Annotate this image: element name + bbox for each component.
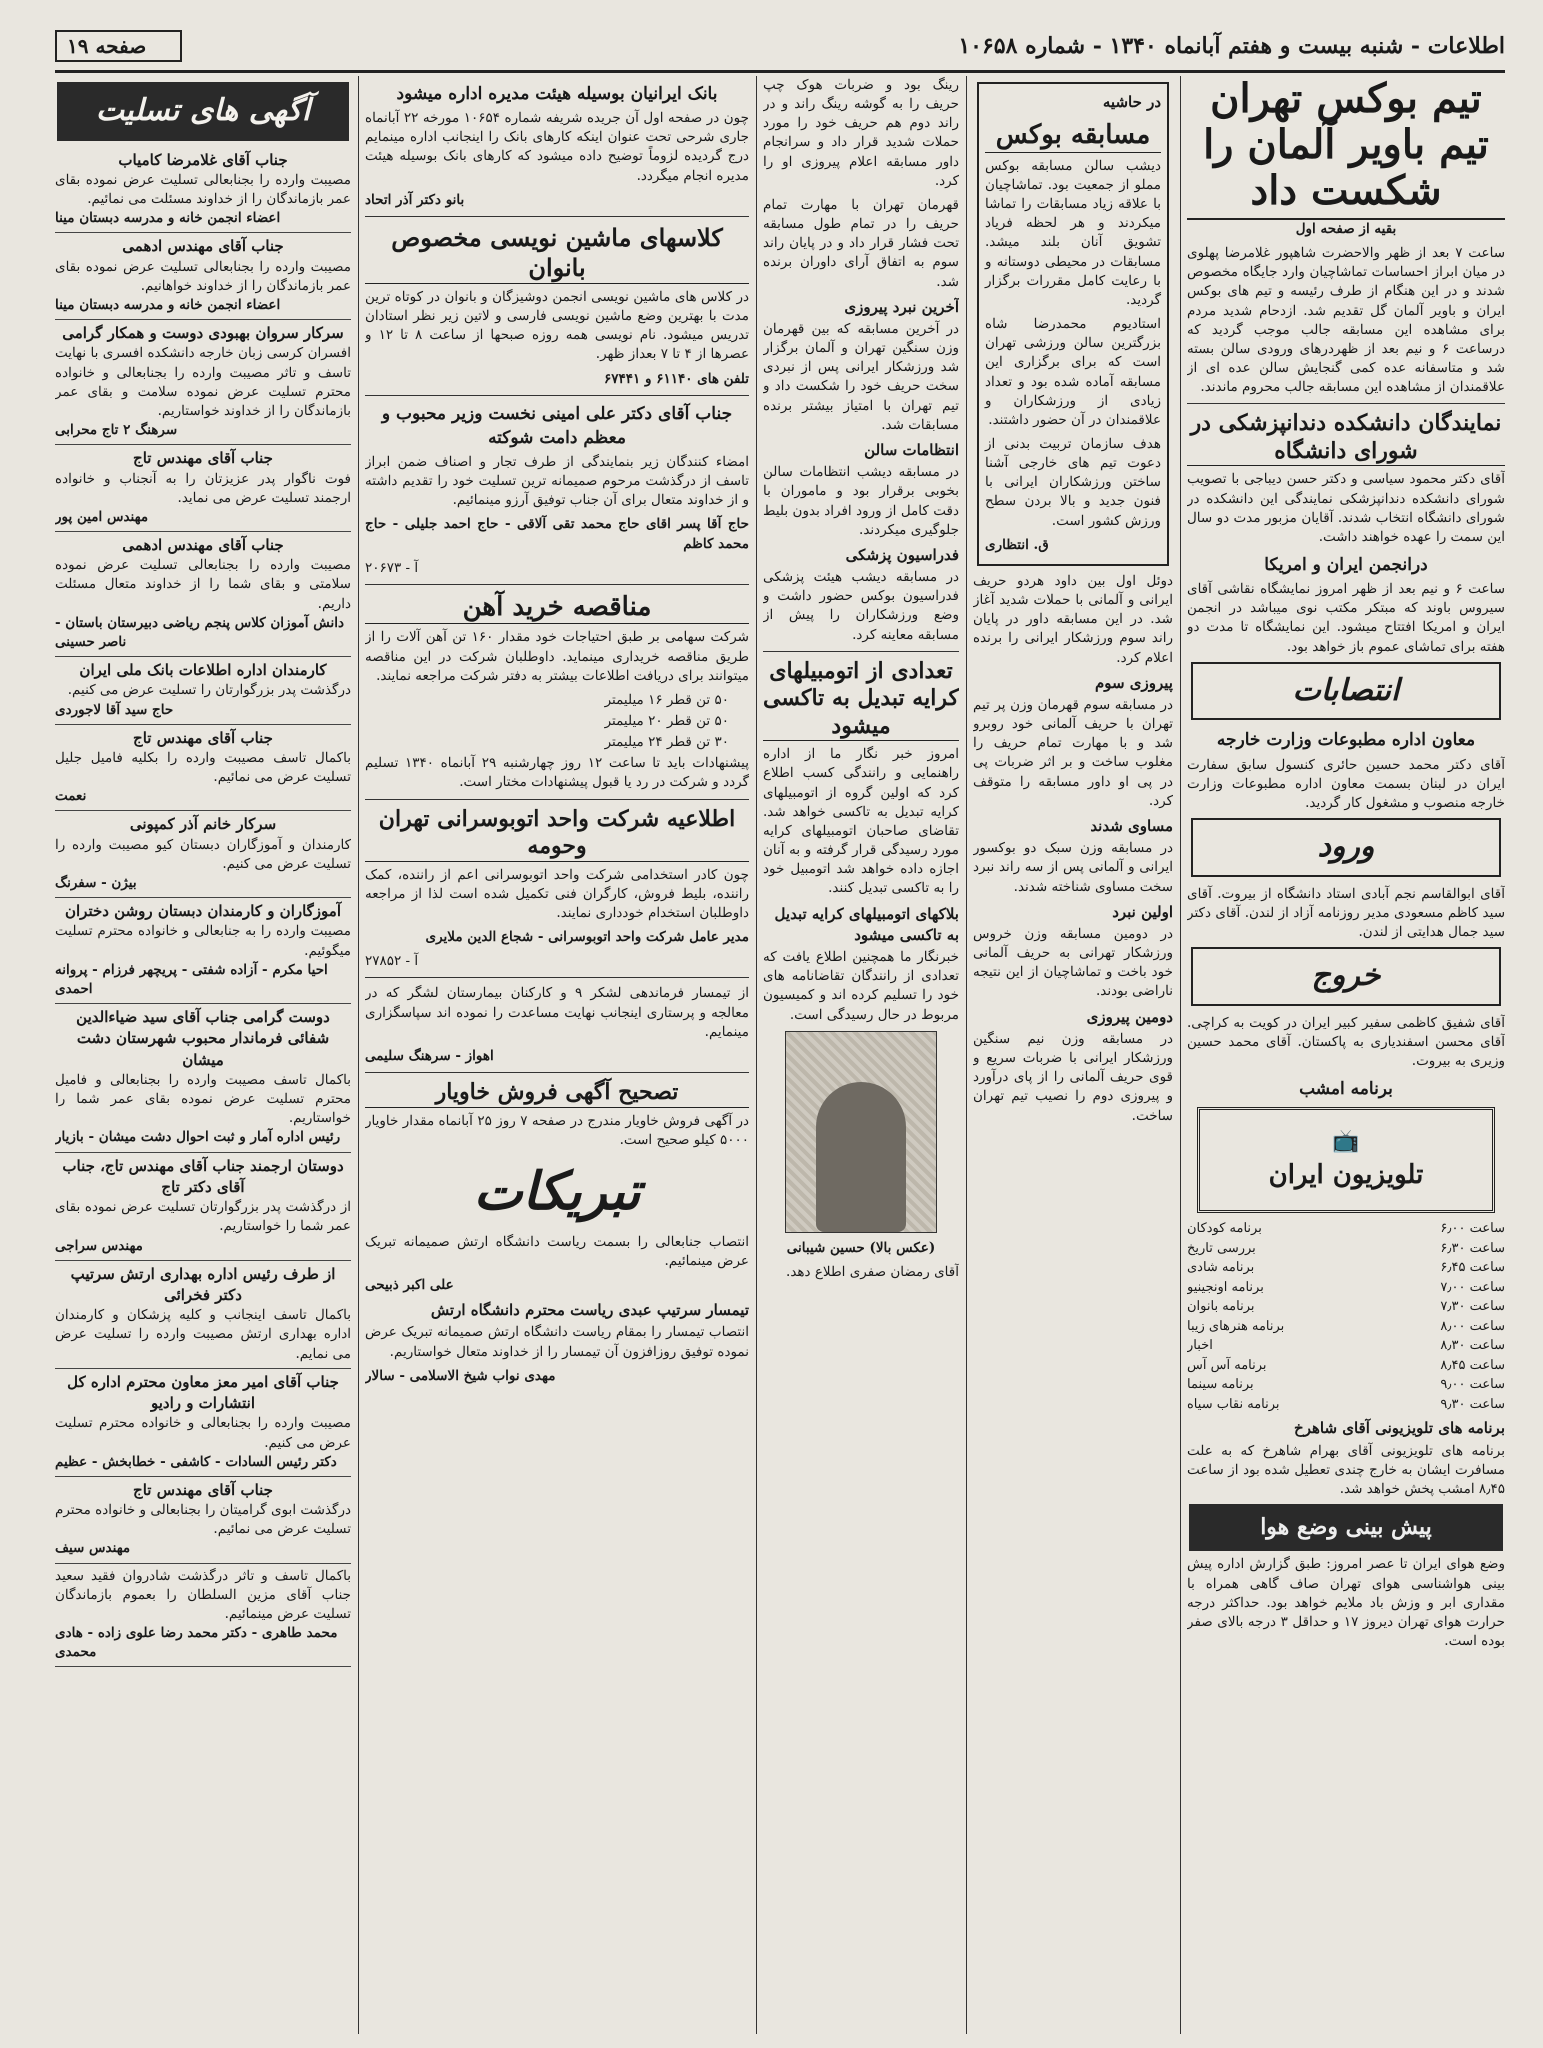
appointment-paragraph: آقای دکتر محمد حسین حائری کنسول سابق سفارت ایران در لبنان بسمت معاون اداره مطبوعات وزارت خارجه منصوب و مشغول کار گردید. <box>1187 756 1505 811</box>
condolence-notice <box>55 1261 351 1369</box>
program-time: ساعت ۷٫۳۰ <box>1440 1299 1505 1315</box>
tv-program-row <box>1187 1317 1505 1337</box>
congratulation-signature-1: علی اکبر ذبیحی <box>365 1276 454 1293</box>
notice-signature: محمد طاهری - دکتر محمد رضا علوی زاده - هادی محمدی <box>55 1625 338 1661</box>
page-number: صفحه ۱۹ <box>55 30 182 62</box>
program-time: ساعت ۶٫۴۵ <box>1440 1260 1505 1276</box>
shahrokh-headline: برنامه های تلویزیونی آقای شاهرخ <box>1294 1419 1505 1438</box>
shahrokh-paragraph: برنامه های تلویزیونی آقای بهرام شاهرخ که به علت مسافرت ایشان به خارج چندی تعطیل شده بود از ساعت ۸٫۴۵ امشب پخش خواهد شد. <box>1187 1442 1505 1497</box>
bank-signature: بانو دکتر آذر اتحاد <box>365 191 465 208</box>
divider <box>1187 403 1505 404</box>
tender-item: ۵۰ تن قطر ۲۰ میلیمتر <box>604 713 729 729</box>
divider <box>763 651 959 652</box>
typing-class-headline: کلاسهای ماشین نویسی مخصوص بانوان <box>365 223 749 284</box>
boxing-paragraph-8: در مسابقه وزن نیم سنگین ورزشکار ایرانی با ضربات سریع و قوی حریف آلمانی را از پای درآورد و پیروزی دوم را نصیب تیم تهران ساخت. <box>973 1030 1173 1124</box>
bus-company-headline: اطلاعیه شرکت واحد اتوبوسرانی تهران وحومه <box>365 806 749 862</box>
first-fight-headline: اولین نبرد <box>1112 902 1173 921</box>
column-boxing-continued <box>763 76 959 2034</box>
condolence-notice <box>55 1564 351 1668</box>
notice-title: کارمندان اداره اطلاعات بانک ملی ایران <box>79 661 327 680</box>
tender-headline: مناقصه خرید آهن <box>365 591 749 625</box>
condolence-notice-list <box>55 147 351 1668</box>
program-show: بررسی تاریخ <box>1187 1240 1256 1256</box>
taxi-headline: تعدادی از اتومبیلهای کرایه تبدیل به تاکسی میشود <box>763 658 959 742</box>
notice-body: درگذشت ابوی گرامیتان را بجنابعالی و خانواده محترم تسلیت عرض می نمائیم. <box>55 1502 351 1538</box>
boxing-paragraph-2: استادیوم محمدرضا شاه بزرگترین سالن ورزشی تهران است که برای برگزاری این مسابقه آماده شده بود و تعداد زیادی از ورزشکاران و علاقمندان در آن حضور داشتند. <box>985 316 1161 428</box>
notice-signature: سرهنگ ۲ تاج محرابی <box>55 422 178 439</box>
congratulation-signature-2: مهدی نواب شیخ الاسلامی - سالار <box>365 1367 556 1384</box>
program-show: برنامه سینما <box>1187 1377 1254 1393</box>
notice-body: فوت ناگوار پدر عزیزتان را به آنجناب و خانواده ارجمند تسلیت عرض می نماید. <box>55 470 351 506</box>
taxi-paragraph-2: خبرنگار ما همچنین اطلاع یافت که تعدادی از رانندگان تقاضانامه های خود را تسلیم کرده اند و کمیسیون مربوط در حال رسیدگی است. <box>763 949 959 1023</box>
condolence-notice <box>55 657 351 725</box>
iran-america-headline: درانجمن ایران و امریکا <box>1264 555 1428 576</box>
program-show: برنامه کودکان <box>1187 1221 1262 1237</box>
second-win-headline: دومین پیروزی <box>1086 1007 1173 1026</box>
masthead <box>55 22 1505 73</box>
minister-condolence-signers: حاج آقا پسر اقای حاج محمد تقی آلاقی - حاج احمد جلیلی - حاج محمد کاظم <box>365 516 749 552</box>
television-icon: 📺 <box>1332 1128 1360 1155</box>
departure-paragraph: آقای شفیق کاظمی سفیر کبیر ایران در کویت به کراچی. آقای محسن اسفندیاری به پاکستان. آقای محمد حسین وزیری به بیروت. <box>1187 1014 1505 1069</box>
fight-paragraph-4: در مسابقه دیشب انتظامات سالن بخوبی برقرار بود و ماموران با دقت کامل از ورود افراد بدون بلیط جلوگیری میکردند. <box>763 464 959 538</box>
notice-title: جناب آقای مهندس تاج <box>133 1480 273 1499</box>
program-time: ساعت ۸٫۳۰ <box>1440 1338 1505 1354</box>
boxing-headline: مسابقه بوکس <box>985 119 1161 153</box>
tv-program-row <box>1187 1356 1505 1376</box>
notice-title: جناب آقای مهندس تاج <box>133 449 273 468</box>
notice-body: کارمندان و آموزگاران دبستان کیو مصیبت وارده را تسلیت عرض می کنیم. <box>55 836 351 872</box>
third-win-headline: پیروزی سوم <box>1094 673 1173 692</box>
notice-signature: اعضاء انجمن خانه و مدرسه دبستان مینا <box>55 210 281 227</box>
weather-paragraph: وضع هوای ایران تا عصر امروز: طبق گزارش اداره پیش بینی هواشناسی هوای تهران صاف گاهی همراه با مقداری ابر و وزش باد ملایم خواهد بود. حداکثر درجه حرارت هوای تهران دیروز ۱۷ و حداقل ۳ درجه بالای صفر بوده است. <box>1187 1556 1505 1649</box>
column-boxing-margin <box>973 76 1173 2034</box>
fight-paragraph-2: قهرمان تهران با مهارت تمام حریف را در تمام طول مسابقه تحت فشار قرار داد و در پایان راند سوم به اتفاق آرای داوران برنده شد. <box>763 196 959 290</box>
notice-title: سرکار سروان بهبودی دوست و همکار گرامی <box>62 324 344 343</box>
ad-reference: آ - ۲۰۶۷۳ <box>365 559 419 576</box>
appointments-banner: انتصابات <box>1191 662 1501 721</box>
notice-body: درگذشت پدر بزرگوارتان را تسلیت عرض می کنیم. <box>67 682 351 699</box>
tv-title: تلویزیون ایران <box>1268 1160 1424 1191</box>
program-time: ساعت ۸٫۰۰ <box>1440 1318 1505 1334</box>
departure-banner: خروج <box>1191 947 1501 1006</box>
notice-body: مصیبت وارده را بجنابعالی تسلیت عرض نموده سلامتی و بقای شما را از خداوند متعال مسئلت داریم. <box>55 557 351 612</box>
notice-body: افسران کرسی زبان خارجه دانشکده افسری با نهایت تاسف و تاثر مصیبت وارده را بجنابعالی و خانواده محترم تسلیت عرض نموده سلامت و بقای عمر بازماندگان را از خداوند خواستاریم. <box>55 345 351 419</box>
bus-company-signature: مدیر عامل شرکت واحد اتوبوسرانی - شجاع الدین ملایری <box>425 929 749 946</box>
column-ads <box>365 76 749 2034</box>
issue-line: اطلاعات - شنبه بیست و هفتم آبانماه ۱۳۴۰ - شماره ۱۰۶۵۸ <box>958 33 1505 59</box>
tv-program-row <box>1187 1239 1505 1259</box>
boxing-paragraph-4: دوئل اول بین داود هردو حریف ایرانی و آلمانی با حملات شدید آغاز شد. در این مسابقه داور در پایان راند سوم ورزشکار ایرانی را برنده اعلام کرد. <box>973 572 1173 666</box>
notice-signature: رئیس اداره آمار و ثبت احوال دشت میشان - بازیار <box>55 1129 341 1146</box>
notice-title: جناب آقای غلامرضا کامیاب <box>118 150 288 169</box>
condolence-notice <box>55 445 351 532</box>
notice-title: سرکار خانم آذر کمپونی <box>129 815 277 834</box>
notice-body: مصیبت وارده را به جنابعالی و خانواده محترم تسلیت میگوئیم. <box>55 923 351 959</box>
column-rule <box>358 76 359 2034</box>
program-time: ساعت ۶٫۰۰ <box>1440 1221 1505 1237</box>
tender-item: ۵۰ تن قطر ۱۶ میلیمتر <box>604 691 729 708</box>
ad-reference: آ - ۲۷۸۵۲ <box>365 953 419 970</box>
photo-caption: (عکس بالا) حسین شیبانی <box>786 1239 936 1256</box>
draw-headline: مساوی شدند <box>1090 816 1173 835</box>
tender-item-list <box>365 691 749 752</box>
condolence-notice <box>55 1004 351 1153</box>
boxing-signature: ق. انتظاری <box>985 536 1049 553</box>
portrait-photo <box>785 1031 937 1233</box>
condolence-notice <box>55 1369 351 1477</box>
boxing-paragraph-5: در مسابقه سوم قهرمان وزن پر تیم تهران با حریف آلمانی خود روبرو شد و با مهارت تمام حریف را مغلوب ساخت و بر اثر ضربات پی در پی او داور مسابقه را متوقف کرد. <box>973 697 1173 809</box>
notice-body: باکمال تاسف مصیبت وارده را بجنابعالی و فامیل محترم تسلیت عرض نموده بقای عمر شما را خواستاریم. <box>55 1072 351 1127</box>
program-time: ساعت ۹٫۰۰ <box>1440 1377 1505 1393</box>
condolence-notice <box>55 1477 351 1564</box>
tv-program-row <box>1187 1375 1505 1395</box>
notice-signature: مهندس سراجی <box>55 1237 143 1254</box>
notice-body: مصیبت وارده را بجنابعالی تسلیت عرض نموده بقای عمر بازماندگان را از خداوند مسئلت می نمائیم. <box>55 171 351 208</box>
in-margin-label: در حاشیه <box>1102 93 1161 111</box>
program-time: ساعت ۹٫۳۰ <box>1440 1396 1505 1412</box>
condolence-notice <box>55 725 351 812</box>
hospital-thanks-paragraph: از تیمسار فرماندهی لشکر ۹ و کارکنان بیمارستان لشگر که در معالجه و پرستاری اینجانب نهایت مساعدت را نموده اند سپاسگزاری مینمایم. <box>365 985 749 1040</box>
condolence-notice <box>55 532 351 657</box>
condolence-notice <box>55 811 351 898</box>
notice-signature: اعضاء انجمن خانه و مدرسه دبستان مینا <box>55 296 281 313</box>
condolence-notice <box>55 898 351 1004</box>
notice-body: مصیبت وارده را بجنابعالی تسلیت عرض نموده بقای عمر بازماندگان را از خداوند خواهانیم. <box>55 258 351 294</box>
notice-title: جناب آقای مهندس ادهمی <box>122 237 284 256</box>
boxing-paragraph-6: در مسابقه وزن سبک دو بوکسور ایرانی و آلمانی پس از سه راند نبرد سخت مساوی شناخته شدند. <box>973 840 1173 895</box>
caviar-correction-paragraph: در آگهی فروش خاویار مندرج در صفحه ۷ روز ۲۵ آبانماه مقدار خاویار ۵۰۰۰ کیلو صحیح است. <box>365 1112 749 1148</box>
notice-body: از درگذشت پدر بزرگوارتان تسلیت عرض نموده بقای عمر شما را خواستاریم. <box>55 1199 351 1235</box>
medical-headline: فدراسیون پزشکی <box>845 545 959 564</box>
in-margin-box <box>977 82 1169 566</box>
minister-condolence-headline: جناب آقای دکتر علی امینی نخست وزیر محبوب و معظم دامت شوکته <box>381 403 733 448</box>
condolence-notice <box>55 147 351 234</box>
notice-signature: مهندس سیف <box>55 1540 131 1557</box>
column-sports-lead <box>1187 76 1505 2034</box>
tv-program-row <box>1187 1297 1505 1317</box>
congratulation-paragraph-1: انتصاب جنابعالی را بسمت ریاست دانشگاه ارتش صمیمانه تبریک عرض مینمائیم. <box>365 1233 749 1269</box>
dental-paragraph: آقای دکتر محمود سیاسی و دکتر حسن دیباجی با تصویب شورای دانشکده دندانپزشکی نمایندگی این دانشکده در شورای دانشگاه انتخاب شدند. آقایان مزبور مدت دو سال این سمت را عهده خواهند داشت. <box>1187 471 1505 545</box>
dental-headline: نمایندگان دانشکده دندانپزشکی در شورای دانشگاه <box>1187 410 1505 466</box>
program-show: برنامه هنرهای زیبا <box>1187 1318 1285 1334</box>
weather-banner: پیش بینی وضع هوا <box>1189 1504 1503 1551</box>
tv-program-list <box>1187 1219 1505 1414</box>
notice-body: باکمال تاسف اینجانب و کلیه پزشکان و کارمندان اداره بهداری ارتش مصیبت وارده را تسلیت عرض می نمایم. <box>55 1307 351 1362</box>
boxing-paragraph-1: دیشب سالن مسابقه بوکس مملو از جمعیت بود. تماشاچیان با علاقه زیاد مسابقات را تماشا میکردند و هر لحظه فریاد تشویق آنان بلند میشد. مسابقات در محیطی دوستانه و با رعایت کامل مقررات برگزار گردید. <box>985 157 1161 308</box>
bank-paragraph: چون در صفحه اول آن جریده شریفه شماره ۱۰۶۵۴ مورخه ۲۲ آبانماه جاری شرحی تحت عنوان اینکه کارهای بانک را اینجانب اداره مینمایم درج گردیده لزوماً توضیح داده میشود که کارهای بانک بوسیله هیئت مدیره انجام میگردد. <box>365 110 749 184</box>
column-rule <box>1180 76 1181 2034</box>
taxi-subheadline: بلاکهای اتومبیلهای کرایه تبدیل به تاکسی میشود <box>774 904 959 944</box>
caviar-correction-headline: تصحیح آگهی فروش خاویار <box>365 1079 749 1108</box>
notice-body: باکمال تاسف و تاثر درگذشت شادروان فقید سعید جناب آقای مزین السلطان را بعموم بازماندگان تسلیت عرض مینمائیم. <box>55 1567 351 1622</box>
tender-paragraph-2: پیشنهادات باید تا ساعت ۱۲ روز چهارشنبه ۲۹ آبانماه ۱۳۴۰ تسلیم گردد و شرکت در رد یا قبول پیشنهادات مختار است. <box>365 755 749 791</box>
appointment-headline: معاون اداره مطبوعات وزارت خارجه <box>1216 730 1476 751</box>
boxing-paragraph-3: هدف سازمان تربیت بدنی از دعوت تیم های خارجی آشنا ساختن ورزشکاران ایرانی با فنون جدید و بالا بردن سطح ورزش کشور است. <box>985 435 1161 529</box>
notice-signature: احیا مکرم - آزاده شفتی - پریچهر فرزام - پروانه احمدی <box>55 961 328 997</box>
arrival-paragraph: آقای ابوالقاسم نجم آبادی استاد دانشگاه از بیروت. آقای سید کاظم مسعودی مدیر روزنامه آزاد از لندن. آقای دکتر سید جمال هدایتی از لندن. <box>1187 885 1505 940</box>
divider <box>365 799 749 800</box>
hall-order-headline: انتظامات سالن <box>864 440 959 459</box>
divider <box>365 977 749 978</box>
notice-signature: مهندس امین پور <box>55 508 149 525</box>
condolence-notice <box>55 1153 351 1261</box>
congratulations-banner: تبریکات <box>473 1160 641 1222</box>
notice-title: آموزگاران و کارمندان دبستان روشن دختران <box>64 902 342 921</box>
notice-signature: نعمت <box>55 788 87 805</box>
typing-class-paragraph: در کلاس های ماشین نویسی انجمن دوشیزگان و بانوان در کوتاه ترین مدت با بهترین وضع ماشین نویسی فارسی و لاتین زیر نظر استادان تدریس میشود. نام نویسی همه روزه صبحها از ساعت ۸ تا ۱۲ و عصرها از ۴ تا ۷ بعداز ظهر. <box>365 288 749 363</box>
program-show: برنامه آس آس <box>1187 1357 1267 1373</box>
program-show: برنامه اونجینیو <box>1187 1279 1264 1295</box>
notice-body: مصیبت وارده را بجنابعالی و خانواده محترم تسلیت عرض می کنیم. <box>55 1415 351 1451</box>
notice-line: آقای رمضان صفری اطلاع دهد. <box>786 1263 959 1280</box>
notice-title: جناب آقای مهندس ادهمی <box>122 535 284 554</box>
portrait-figure <box>816 1082 906 1232</box>
taxi-paragraph-1: امروز خبر نگار ما از اداره راهنمایی و رانندگی کسب اطلاع کرد که اولین گروه از اتومبیلهای کرایه تبدیل به تاکسی خواهد شد. تقاضای صاحبان اتومبیلهای کرایه مورد رسیدگی قرار گرفته و به آنان اجازه داده خواهد شد اتومبیل خود را به تاکسی تبدیل کنند. <box>763 746 959 897</box>
program-show: برنامه نقاب سیاه <box>1187 1396 1280 1412</box>
tv-program-row <box>1187 1278 1505 1298</box>
notice-title: دوست گرامی جناب آقای سید ضیاءالدین شفائی فرماندار محبوب شهرستان دشت میشان <box>76 1008 330 1069</box>
program-time: ساعت ۶٫۳۰ <box>1440 1240 1505 1256</box>
notice-title: جناب آقای امیر معز معاون محترم اداره کل انتشارات و رادیو <box>67 1372 339 1413</box>
column-rule <box>966 76 967 2034</box>
congratulation-paragraph-2: انتصاب تیمسار را بمقام ریاست دانشگاه ارتش صمیمانه تبریک عرض نموده توفیق روزافزون آن تیمسار را از خداوند متعال خواستاریم. <box>365 1324 749 1360</box>
bank-headline: بانک ایرانیان بوسیله هیئت مدیره اداره میشود <box>396 84 718 104</box>
fight-paragraph-5: در مسابقه دیشب هیئت پزشکی فدراسیون بوکس حضور داشت و وضع ورزشکاران را پیش از مسابقه معاینه کرد. <box>763 569 959 643</box>
congratulation-headline-2: تیمسار سرتیپ عبدی ریاست محترم دانشگاه ارتش <box>430 1301 749 1320</box>
tv-program-row <box>1187 1219 1505 1239</box>
lead-paragraph: ساعت ۷ بعد از ظهر والاحضرت شاهپور غلامرضا پهلوی در میان ابراز احساسات تماشاچیان وارد جایگاه مخصوص شدند و در این هنگام از طرف رئیسه و تیم های بوکس ایران و باویر آلمان گل تقدیم شد. ازدحام شدید مردم برای مشاهده این مسابقه جالب موجب گردید که درساعت ۶ و نیم بعد از ظهردرهای ورودی سالن بسته شد و متاسفانه عده کمی گنجایش سالن عده ای از علاقمندان از مشاهده این مسابقه جالب محروم ماندند. <box>1187 245 1505 396</box>
divider <box>365 1072 749 1073</box>
tender-item: ۳۰ تن قطر ۲۴ میلیمتر <box>604 734 729 751</box>
boxing-paragraph-7: در دومین مسابقه وزن خروس ورزشکار تهرانی به حریف آلمانی خود باخت و تماشاچیان از این نتیجه ناراضی بودند. <box>973 926 1173 1000</box>
fight-paragraph-3: در آخرین مسابقه که بین قهرمان وزن سنگین تهران و آلمان برگزار شد ورزشکار ایرانی پس از نبردی سخت حریف خود را شکست داد و تیم تهران با امتیاز بیشتر برنده مسابقات شد. <box>763 321 959 433</box>
arrival-banner: ورود <box>1191 818 1501 877</box>
notice-signature: دانش آموزان کلاس پنجم ریاضی دبیرستان باستان - ناصر حسینی <box>55 614 344 650</box>
column-condolences <box>55 76 351 2034</box>
bus-company-paragraph: چون کادر استخدامی شرکت واحد اتوبوسرانی اعم از راننده، کمک راننده، بلیط فروش، کارگران فنی تکمیل شده است لذا از مراجعه داوطلبان استخدام خودداری نمایند. <box>365 866 749 921</box>
divider <box>365 395 749 396</box>
column-rule <box>756 76 757 2034</box>
notice-signature: دکتر رئیس السادات - کاشفی - خطابخش - عظیم <box>55 1453 337 1470</box>
lead-headline: تیم بوکس تهران تیم باویر آلمان را شکست داد <box>1187 76 1505 220</box>
divider <box>365 584 749 585</box>
fight-paragraph-1: رینگ بود و ضربات هوک چپ حریف را به گوشه رینگ راند و در راند دوم هم حریف خود را مورد حملات شدید قرار داد و سرانجام داور مسابقه اعلام پیروزی او را کرد. <box>763 77 959 189</box>
notice-title: دوستان ارجمند جناب آقای مهندس تاج، جناب آقای دکتر تاج <box>62 1156 344 1196</box>
program-show: اخبار <box>1187 1338 1213 1354</box>
condolence-banner: آگهی های تسلیت <box>57 82 349 141</box>
program-time: ساعت ۷٫۰۰ <box>1440 1279 1505 1295</box>
program-show: برنامه شادی <box>1187 1260 1255 1276</box>
tv-program-row <box>1187 1395 1505 1415</box>
program-time: ساعت ۸٫۴۵ <box>1440 1357 1505 1373</box>
last-fight-headline: آخرین نبرد پیروزی <box>844 297 959 316</box>
notice-signature: بیژن - سفرنگ <box>55 875 137 892</box>
divider <box>365 216 749 217</box>
hospital-thanks-signature: اهواز - سرهنگ سلیمی <box>365 1047 494 1064</box>
iran-america-paragraph: ساعت ۶ و نیم بعد از ظهر امروز نمایشگاه نقاشی آقای سیروس باوند که مبتکر مکتب نوی میباشد در انجمن ایران و امریکا افتتاح میشود. این نمایشگاه تا مدت دو هفته برای تماشای عموم باز خواهد بود. <box>1187 581 1505 655</box>
program-show: برنامه بانوان <box>1187 1299 1255 1315</box>
minister-condolence-paragraph: امضاء کنندگان زیر بنمایندگی از طرف تجار و اصناف ضمن ابراز تاسف از درگذشت مرحوم صمیمانه ترین تسلیت خود را تقدیم داشته و از خداوند متعال برای آن جناب توفیق آرزو مینمائیم. <box>365 453 749 509</box>
tv-logo-box <box>1197 1107 1495 1213</box>
notice-body: باکمال تاسف مصیبت وارده را بکلیه فامیل جلیل تسلیت عرض می نمائیم. <box>55 749 351 786</box>
typing-class-phones: تلفن های ۶۱۱۴۰ و ۶۷۴۴۱ <box>604 370 749 387</box>
condolence-notice <box>55 233 351 320</box>
notice-title: جناب آقای مهندس تاج <box>133 728 273 747</box>
tonight-program-headline: برنامه امشب <box>1299 1079 1393 1100</box>
tender-paragraph: شرکت سهامی بر طبق احتیاجات خود مقدار ۱۶۰ تن آهن آلات را از طریق مناقصه خریداری مینماید. داوطلبان شرکت در این مناقصه میتوانند برای دریافت اطلاعات بیشتر به دفتر شرکت مراجعه نمایند. <box>365 629 749 684</box>
condolence-notice <box>55 320 351 445</box>
dateline: بقیه از صفحه اول <box>1295 221 1397 237</box>
tv-program-row <box>1187 1258 1505 1278</box>
notice-signature: حاج سید آقا لاجوردی <box>55 701 174 718</box>
tv-program-row <box>1187 1336 1505 1356</box>
notice-title: از طرف رئیس اداره بهداری ارتش سرتیپ دکتر فخرائی <box>70 1264 336 1304</box>
